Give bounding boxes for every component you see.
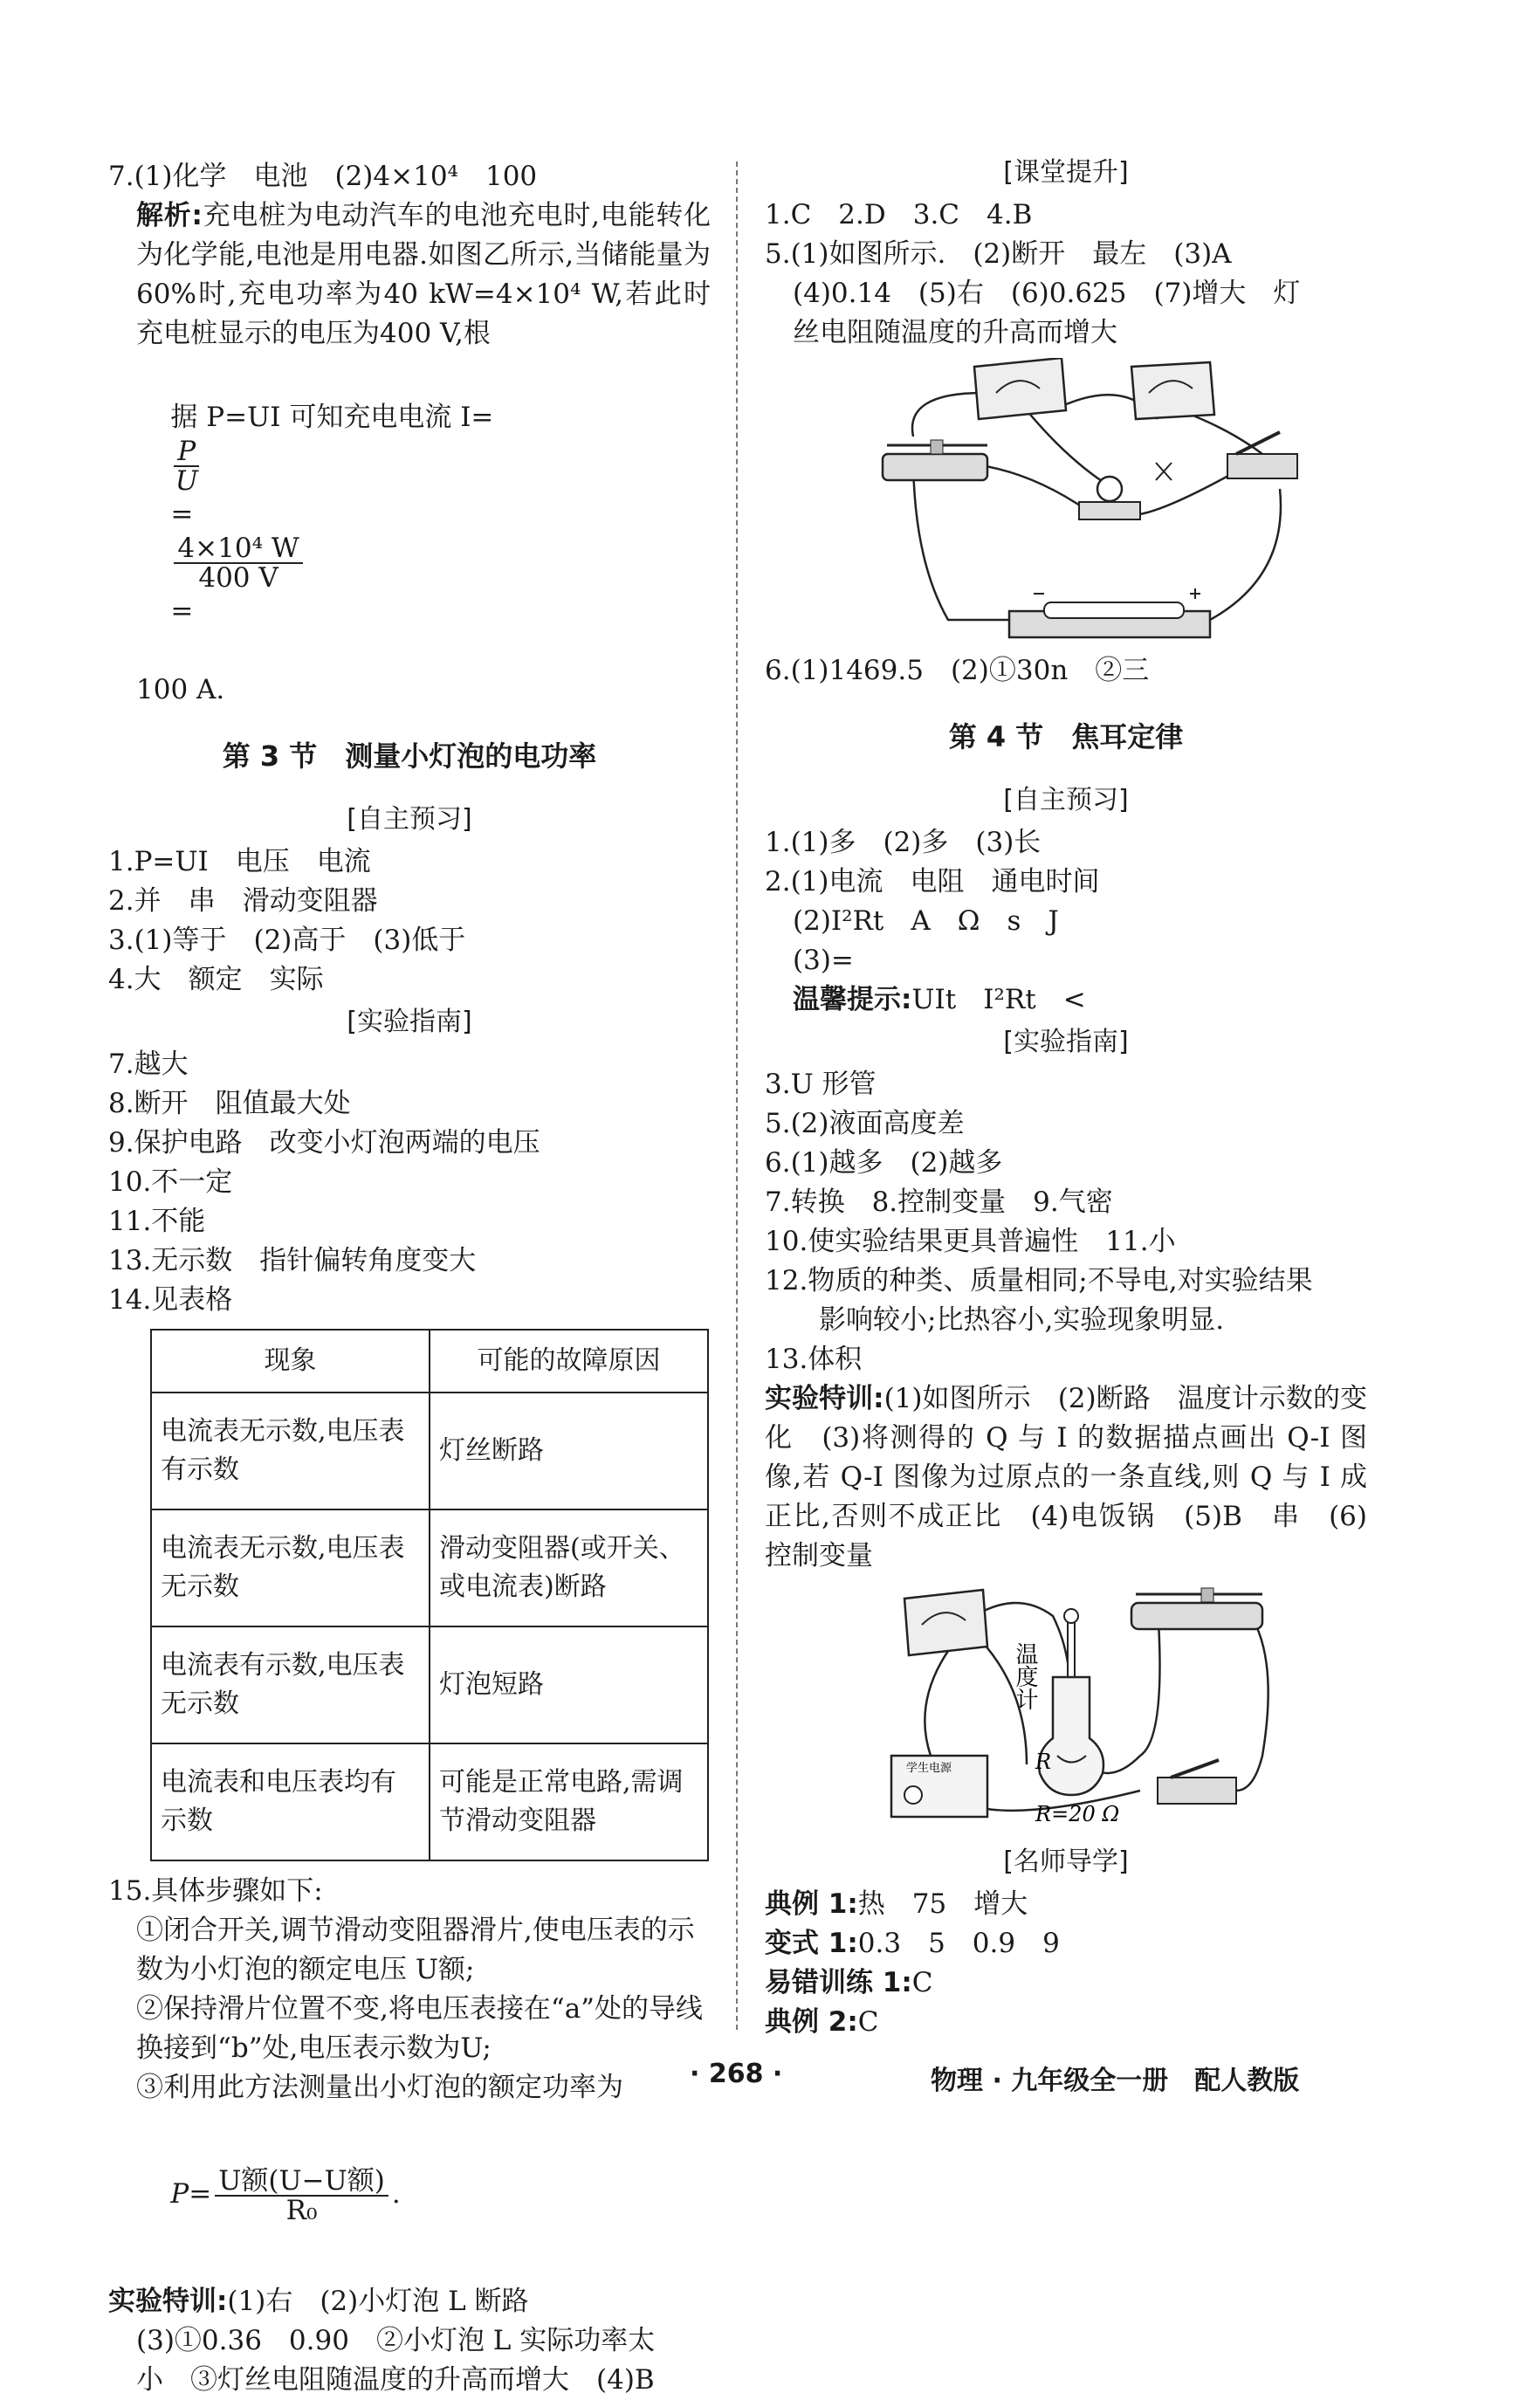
voltmeter-icon [1131,362,1214,419]
section-3-title: 第 3 节 测量小灯泡的电功率 [222,739,597,773]
q15-formula [108,2108,711,2282]
thermometer-label: 温度计 [1012,1642,1038,1710]
r-item: 5.(1)如图所示. (2)断开 最左 (3)A [765,238,1232,270]
self-preview-heading: [自主预习] [1003,785,1129,815]
right-column [765,157,1367,2042]
exp-guide-heading: [实验指南] [347,1007,472,1037]
analysis-text: 充电桩为电动汽车的电池充电时,电能转化为化学能,电池是用电器.如图乙所示,当储能量为60%时,充电功率为40 kW=4×10⁴ W,若此时充电桩显示的电压为400 V,根 [136,200,711,349]
table-row [151,1626,708,1743]
switch-icon [1158,1760,1236,1804]
training-line: 小 ③灯丝电阻随温度的升高而增大 (4)B [136,2363,655,2396]
var1-text: 0.3 5 0.9 9 [857,1928,1060,1959]
left-column [108,157,711,2400]
formula-prefix: 据 P=UI 可知充电电流 I= [170,402,494,433]
power-supply-label: 学生电源 [906,1762,952,1775]
table-cell: 电流表和电压表均有示数 [151,1743,430,1860]
exp-item: 9.保护电路 改变小灯泡两端的电压 [108,1127,540,1159]
master-heading: [名师导学] [1003,1846,1129,1877]
circuit-diagram-1 [878,358,1315,646]
exp-item: 14.见表格 [108,1284,233,1316]
e-item: 3.U 形管 [765,1069,877,1100]
result: 100 A. [136,674,225,705]
table-cell: 可能是正常电路,需调节滑动变阻器 [430,1743,708,1860]
exp-item: 8.断开 阻值最大处 [108,1088,351,1119]
analysis-label: 解析: [136,200,203,231]
ex2-text: C [857,2006,879,2038]
table-cell: 灯丝断路 [430,1393,708,1509]
e-item: 7.转换 8.控制变量 9.气密 [765,1186,1113,1218]
e-item: 13.体积 [765,1344,863,1375]
period: . [391,2178,401,2210]
analysis [108,196,711,354]
ammeter-icon [974,358,1066,419]
q15-step: ②保持滑片位置不变,将电压表接在“a”处的导线换接到“b”处,电压表示数为U; [136,1993,704,2064]
example-1 [765,1885,1367,1924]
table-cell: 电流表无示数,电压表有示数 [151,1393,430,1509]
exp-item: 13.无示数 指针偏转角度变大 [108,1245,477,1276]
table-cell: 滑动变阻器(或开关、或电流表)断路 [430,1509,708,1626]
p-item: (3)= [793,945,854,976]
q7-answer: 7.(1)化学 电池 (2)4×10⁴ 100 [108,161,538,192]
exp-item: 7.越大 [108,1049,189,1080]
fault-table [150,1329,709,1861]
training [108,2282,711,2321]
table-cell: 灯泡短路 [430,1626,708,1743]
self-preview-heading: [自主预习] [347,804,472,835]
pre-item: 2.并 串 滑动变阻器 [108,885,378,917]
exp-item: 10.不一定 [108,1166,233,1198]
resistor-label: R [1035,1750,1052,1774]
training-line: (3)①0.36 0.90 ②小灯泡 L 实际功率太 [136,2324,656,2356]
p-item: (2)I²Rt A Ω s J [793,905,1059,937]
e-item: 10.使实验结果更具普遍性 11.小 [765,1226,1176,1257]
train [765,1379,1367,1576]
table-cell: 电流表无示数,电压表无示数 [151,1509,430,1626]
p-item: 1.(1)多 (2)多 (3)长 [765,827,1042,858]
tip [765,980,1367,1020]
table-cell: 电流表有示数,电压表无示数 [151,1626,430,1743]
book-title: 物理 · 九年级全一册 配人教版 [931,2066,1300,2096]
resistor-value: R=20 Ω [1035,1802,1120,1826]
exp-guide-heading: [实验指南] [1003,1027,1129,1057]
r-item: (4)0.14 (5)右 (6)0.625 (7)增大 灯 [793,278,1301,309]
e-item: 6.(1)越多 (2)越多 [765,1147,1003,1179]
bulb-icon [1079,477,1140,519]
ex2-label: 典例 2: [765,2006,858,2038]
exp-item: 11.不能 [108,1206,206,1237]
table-row [151,1509,708,1626]
pre-item: 4.大 额定 实际 [108,964,324,995]
var1-label: 变式 1: [765,1928,858,1959]
switch-icon [1227,432,1297,478]
err1-label: 易错训练 1: [765,1967,912,1998]
example-2 [765,2003,1367,2042]
r-item: 丝电阻随温度的升高而增大 [793,317,1117,348]
err1-text: C [911,1967,933,1998]
page-number: · 268 · [690,2059,783,2089]
ex1-label: 典例 1: [765,1888,858,1920]
e-item: 5.(2)液面高度差 [765,1108,965,1139]
flask-icon [1039,1677,1103,1795]
p-item: 2.(1)电流 电阻 通电时间 [765,866,1100,897]
power-symbol: P= [170,2178,212,2210]
fraction-p-u: $\frac{P}{U}$ [175,436,198,497]
error-train-1 [765,1963,1367,2003]
tip-text: UIt I²Rt < [911,984,1086,1015]
column-divider [736,162,738,2030]
table-row [151,1393,708,1509]
r-item: 1.C 2.D 3.C 4.B [765,199,1033,230]
pre-item: 3.(1)等于 (2)高于 (3)低于 [108,925,466,956]
equals: = [170,499,194,530]
circuit-diagram-2 [878,1581,1280,1834]
tip-label: 温馨提示: [793,984,912,1015]
e-item: 影响较小;比热容小,实验现象明显. [819,1304,1225,1336]
pre-item: 1.P=UI 电压 电流 [108,846,371,877]
fraction-values: $\frac{\text{4×10⁴ W}}{400 V}$ [174,534,302,592]
variant-1 [765,1924,1367,1963]
ex1-text: 热 75 增大 [857,1888,1028,1920]
rheostat-icon [1131,1588,1262,1629]
train-label: 实验特训: [765,1383,884,1414]
table-header: 现象 [151,1330,430,1393]
training-label: 实验特训: [108,2285,228,2317]
battery-icon [1009,588,1210,637]
train-text: (1)如图所示 (2)断路 温度计示数的变化 (3)将测得的 Q 与 I 的数据描点画出 Q-I 图像,若 Q-I 图像为过原点的一条直线,则 Q 与 I 成正比,否则不成正比 (4)电饭锅 (5)B 串 (6)控制变量 [765,1383,1367,1571]
e-item: 12.物质的种类、质量相同;不导电,对实验结果 [765,1265,1313,1296]
class-up-heading: [课堂提升] [1003,157,1129,188]
rheostat-icon [883,440,987,480]
section-4-title: 第 4 节 焦耳定律 [948,720,1184,753]
training-text: (1)右 (2)小灯泡 L 断路 [227,2285,529,2317]
table-header-row [151,1330,708,1393]
q15-step: ③利用此方法测量出小灯泡的额定功率为 [136,2072,623,2103]
table-row [151,1743,708,1860]
equals-2: = [170,595,194,627]
formula-line [108,359,711,670]
q15-title: 15.具体步骤如下: [108,1875,323,1907]
ammeter-icon [904,1590,987,1655]
q15-step: ①闭合开关,调节滑动变阻器滑片,使电压表的示数为小灯泡的额定电压 U额; [136,1915,695,1985]
power-fraction: $\frac{\text{U额(U−U额)}}{\text{R₀}}$ [215,2167,388,2225]
r-item: 6.(1)1469.5 (2)①30n ②三 [765,655,1150,686]
table-header: 可能的故障原因 [430,1330,708,1393]
